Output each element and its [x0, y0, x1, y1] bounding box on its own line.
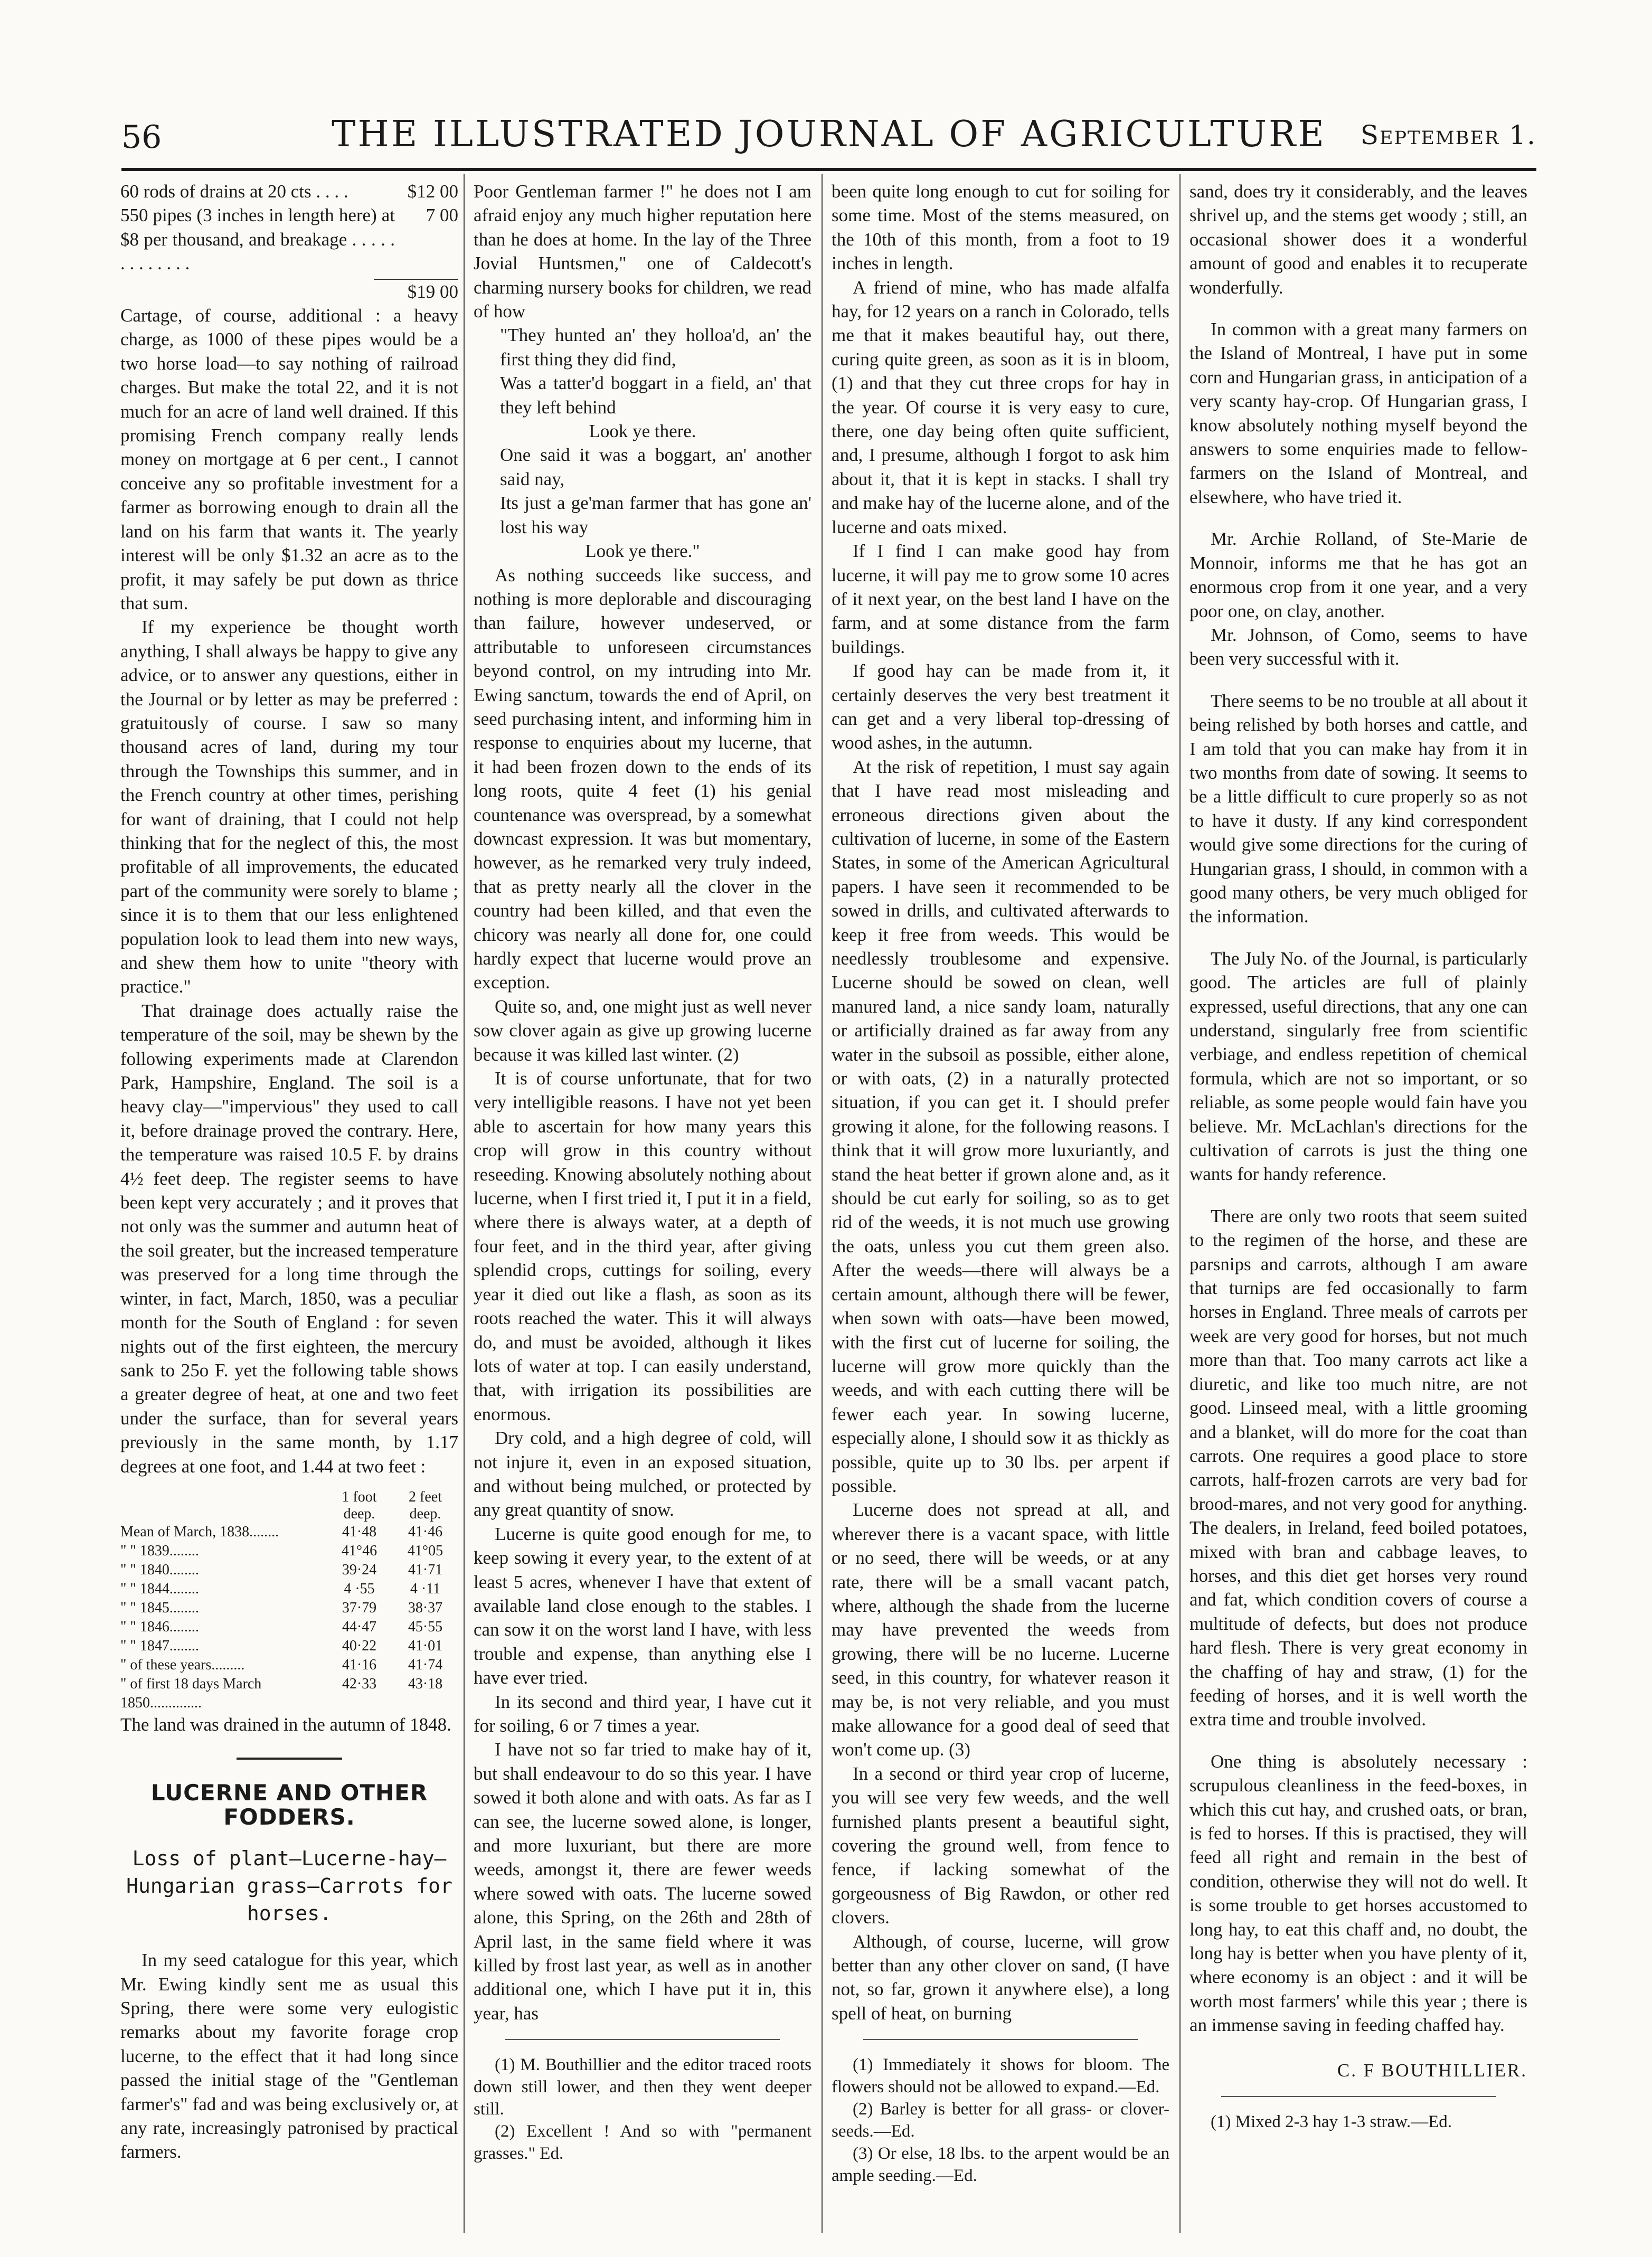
section-divider: [237, 1758, 342, 1760]
column-1: [120, 180, 458, 2217]
paragraph: sand, does try it considerably, and the leaves shrivel up, and the stems get woody ; still, an occasional shower does it a wonderful amount of good and enables it to recuperate wonderfully.: [1190, 181, 1527, 298]
paragraph: If good hay can be made from it, it certainly deserves the very best treatment it can get and a very liberal top-dressing of wood ashes, in the autumn.: [832, 660, 1169, 753]
footnote-rule: [863, 2039, 1138, 2040]
paragraph: There are only two roots that seem suited to the regimen of the horse, and these are parsnips and carrots, although I am aware that turnips are fed occasionally to farm horses in England. Three meals of carrots per week are very good for horses, but not much more than that. Too many carrots act like a diuretic, and like too much nitre, are not good. Linseed meal, with a little grooming and a blanket, will do more for the coat than carrots. One requires a good place to store carrots, half-frozen carrots are very bad for brood-mares, and not very good for anything. The dealers, in Ireland, feed boiled potatoes, mixed with bran and cabbage leaves, to horses, and this diet get horses very round and fat, which condition covers of course a multitude of defects, but does not produce hard flesh. There is very great economy in the chaffing of hay and straw, (1) for the feeding of horses, and it is well worth the extra time and trouble involved.: [1190, 1205, 1527, 1730]
footnote: (2) Barley is better for all grass- or clover-seeds.—Ed.: [832, 2100, 1169, 2141]
cost-total: $19 00: [374, 279, 458, 304]
paragraph: Poor Gentleman farmer !" he does not I am afraid enjoy any much higher reputation here than he does at home. In the lay of the Three Jovial Huntsmen," one of Caldecott's charming nursery books for children, we read of how: [474, 181, 811, 322]
column-rule: [822, 174, 823, 2233]
paragraph: There seems to be no trouble at all about it being relished by both horses and cattle, and I am told that you can make hay from it in two months from date of sowing. It seems to be a little difficult to cure properly so as not to have it dusty. If any kind correspondent would give some directions for the curing of Hungarian grass, I should, in common with a good many others, be very much obliged for the information.: [1190, 690, 1527, 927]
verse-line: One said it was a boggart, an' another said nay,: [500, 445, 811, 489]
footnote: (3) Or else, 18 lbs. to the arpent would be an ample seeding.—Ed.: [832, 2144, 1169, 2186]
paragraph: That drainage does actually raise the temperature of the soil, may be shewn by the following experiments made at Clarendon Park, Hampshire, England. The soil is a heavy clay—"impervious" they used to call it, before drainage proved the contrary. Here, the temperature was raised 10.5 F. by drains 4½ feet deep. The register seems to have been kept very accurately ; and it proves that not only was the summer and autumn heat of the soil greater, but the increased temperature was preserved for a long time through the winter, in fact, March, 1850, was a peculiar month for the South of England : for seven nights out of the first eighteen, the mercury sank to 25o F. yet the following table shows a greater degree of heat, at one and two feet under the surface, than for several years previously in the same month, by 1.17 degrees at one foot, and 1.44 at two feet :: [120, 1000, 458, 1477]
verse-line: Was a tatter'd boggart in a field, an' that they left behind: [500, 373, 811, 418]
paragraph: Mr. Johnson, of Como, seems to have been very successful with it.: [1190, 624, 1527, 669]
paragraph: In my seed catalogue for this year, which Mr. Ewing kindly sent me as usual this Spring, there were some very eulogistic remarks about my favorite forage crop lucerne, to the effect that it had long since passed the initial stage of the "Gentleman farmer's" fad and was being exclusively or, at any rate, increasingly patronised by practical farmers.: [120, 1950, 458, 2162]
paragraph: been quite long enough to cut for soiling for some time. Most of the stems measured, on the 10th of this month, from a foot to 19 inches in length.: [832, 181, 1169, 274]
paragraph: In a second or third year crop of lucerne, you will see very few weeds, and the well furnished plants present a beautiful sight, covering the ground well, from fence to fence, if lacking somewhat of the gorgeousness of Big Rawdon, or other red clovers.: [832, 1763, 1169, 1928]
paragraph: One thing is absolutely necessary : scrupulous cleanliness in the feed-boxes, in which this cut hay, and crushed oats, or bran, is fed to horses. If this is practised, they will feed all right and remain in the best of condition, otherwise they will not do well. It is some trouble to get horses accustomed to long hay, to eat this chaff and, no doubt, the long hay is better when you have plenty of it, where economy is an object : and it will be worth most farmers' while this year ; there is an immense saving in feeding chaffed hay.: [1190, 1751, 1527, 2036]
page-header: [121, 114, 1536, 161]
footnote: (1) Mixed 2-3 hay 1-3 straw.—Ed.: [1211, 2112, 1452, 2132]
page-number: 56: [121, 119, 162, 156]
column-3: [832, 180, 1169, 2217]
column-rule: [1179, 174, 1181, 2233]
paragraph: The July No. of the Journal, is particularly good. The articles are full of plainly expressed, useful directions, that any one can understand, singularly free from scientific verbiage, and endless repetition of chemical formula, which are not so important, or so reliable, as some people would fain have you believe. Mr. McLachlan's directions for the cultivation of carrots is just the thing one wants for handy reference.: [1190, 948, 1527, 1185]
author-signature: C. F BOUTHILLIER.: [1337, 2060, 1527, 2081]
table-row: " " 1845........ 37·79 38·37: [120, 1599, 443, 1616]
footnote: (1) Immediately it shows for bloom. The flowers should not be allowed to expand.—Ed.: [832, 2055, 1169, 2097]
paragraph: Lucerne is quite good enough for me, to keep sowing it every year, to the extent of at least 5 acres, whenever I have that extent of available land close enough to the stables. I can sow it on the worst land I have, with less trouble and expense, than anything else I have ever tried.: [474, 1523, 811, 1688]
table-row: " " 1847........ 40·22 41·01: [120, 1637, 443, 1654]
issue-date: September 1.: [1360, 120, 1536, 150]
header-rule: [121, 168, 1536, 171]
paragraph: In common with a great many farmers on the Island of Montreal, I have put in some corn and Hungarian grass, in anticipation of a very scanty hay-crop. Of Hungarian grass, I know absolutely nothing myself beyond the answers to some enquiries made to fellow-farmers on the Island of Montreal, and elsewhere, who have tried it.: [1190, 319, 1527, 507]
paragraph: The land was drained in the autumn of 1848.: [120, 1714, 451, 1735]
footnote: (2) Excellent ! And so with "permanent grasses." Ed.: [474, 2122, 811, 2164]
paragraph: If I find I can make good hay from lucerne, it will pay me to grow some 10 acres of it next year, on the best land I have on the farm, and at some distance from the farm buildings.: [832, 541, 1169, 657]
verse-line: "They hunted an' they holloa'd, an' the first thing they did find,: [500, 325, 811, 370]
verse-line: Its just a ge'man farmer that has gone an' lost his way: [500, 493, 811, 537]
journal-title: THE ILLUSTRATED JOURNAL OF AGRICULTURE: [332, 114, 1326, 155]
temperature-table-header: 1 foot deep. 2 feet deep.: [342, 1488, 442, 1522]
paragraph: Mr. Archie Rolland, of Ste-Marie de Monnoir, informs me that he has got an enormous crop from it one year, and a very poor one, on clay, another.: [1190, 528, 1527, 621]
column-2: [474, 180, 811, 2217]
cost-line: 550 pipes (3 inches in length here) at $8 per thousand, and breakage . . . . . . . . . . . . . 7 00: [120, 205, 458, 274]
footnote: (1) M. Bouthillier and the editor traced roots down still lower, and then they went deeper still.: [474, 2055, 811, 2119]
table-row: " " 1846........ 44·47 45·55: [120, 1618, 443, 1635]
verse-line: Look ye there.: [589, 421, 696, 442]
paragraph: It is of course unfortunate, that for two very intelligible reasons. I have not yet been able to ascertain for how many years this crop will grow in this country without reseeding. Knowing absolutely nothing about lucerne, when I first tried it, I put it in a field, where there is always water, at a depth of four feet, and in the third year, after giving splendid crops, cuttings for soiling, every year it died out like a flash, as soon as its roots reached the water. This it will always do, and must be avoided, although it likes lots of water at top. I can easily understand, that, with irrigation its possibilities are enormous.: [474, 1068, 811, 1424]
section-subtitle: Loss of plant—Lucerne-hay—Hungarian grass—Carrots for horses.: [126, 1847, 452, 1925]
paragraph: Dry cold, and a high degree of cold, will not injure it, even in an exposed situation, and without being mulched, or protected by any great quantity of snow.: [474, 1428, 811, 1521]
paragraph: I have not so far tried to make hay of it, but shall endeavour to do so this year. I have sowed it both alone and with oats. As far as I can see, the lucerne sowed alone, is longer, and more luxuriant, but there are more weeds, amongst it, there are fewer weeds where sowed with oats. The lucerne sowed alone, this Spring, on the 26th and 28th of April last, in the same field where it was killed by frost last year, as well as in another additional one, which I have put it in, this year, has: [474, 1739, 811, 2024]
paragraph: In its second and third year, I have cut it for soiling, 6 or 7 times a year.: [474, 1691, 811, 1736]
table-row: " " 1839........ 41°46 41°05: [120, 1542, 443, 1559]
table-row: " of these years......... 41·16 41·74: [120, 1656, 443, 1673]
paragraph: As nothing succeeds like success, and nothing is more deplorable and discouraging than failure, however undeserved, or attributable to unforeseen circumstances beyond control, on my intruding into Mr. Ewing sanctum, towards the end of April, on seed purchasing intent, and informing him in response to enquiries about my lucerne, that it had been frozen down to the ends of its long roots, quite 4 feet (1) his genial countenance was overspread, by a somewhat downcast expression. It was but momentary, however, as he remarked very truly indeed, that as pretty nearly all the clover in the country had been killed, and that even the chicory was nearly all done for, one could hardly expect that lucerne would prove an exception.: [474, 564, 811, 993]
paragraph: If my experience be thought worth anything, I shall always be happy to give any advice, or to answer any questions, either in the Journal or by letter as may be preferred : gratuitously of course. I saw so many thousand acres of land, during my tour through the Townships this summer, and in the French country at other times, perishing for want of draining, that I could not help thinking that for the neglect of this, the most profitable of all improvements, the educated part of the community were sorely to blame ; since it is to them that our less enlightened population look to lead them into new ways, and shew them how to unite "theory with practice.": [120, 617, 458, 997]
paragraph: Lucerne does not spread at all, and wherever there is a vacant space, with little or no seed, there will be weeds, or at any rate, there will be a small vacant patch, where, although the shade from the lucerne may have prevented the weeds from growing, there will be no lucerne. Lucerne seed, in this country, for whatever reason it may be, is not very reliable, and you must make allowance for a good deal of seed that won't come up. (3): [832, 1499, 1169, 1760]
footnote-rule: [1221, 2096, 1496, 2097]
cost-line: 60 rods of drains at 20 cts . . . . $12 00: [120, 181, 458, 202]
column-4: [1190, 180, 1527, 2217]
verse-line: Look ye there.": [585, 541, 700, 562]
footnote-rule: [505, 2039, 780, 2040]
column-rule: [464, 174, 465, 2233]
paragraph: Although, of course, lucerne, will grow better than any other clover on sand, (I have not, so far, grown it anywhere else), a long spell of heat, on burning: [832, 1931, 1169, 2024]
table-row: " " 1844........ 4 ·55 4 ·11: [120, 1580, 441, 1597]
paragraph: Quite so, and, one might just as well never sow clover again as give up growing lucerne because it was killed last winter. (2): [474, 996, 811, 1065]
paragraph: A friend of mine, who has made alfalfa hay, for 12 years on a ranch in Colorado, tells me that it makes beautiful hay, out there, curing quite green, as soon as it is in bloom, (1) and that they cut three crops for hay in the year. Of course it is very easy to cure, there, one day being often quite sufficient, and, I presume, although I forgot to ask him about it, that it is kept in stacks. I shall try and make hay of the lucerne alone, and of the lucerne and oats mixed.: [832, 277, 1169, 537]
section-title: LUCERNE AND OTHER FODDERS.: [150, 1780, 428, 1830]
table-row: Mean of March, 1838........ 41·48 41·46: [120, 1523, 443, 1540]
paragraph: At the risk of repetition, I must say again that I have read most misleading and erroneous directions given about the cultivation of lucerne, in some of the Eastern States, in some of the American Agricultural papers. I have seen it recommended to be sowed in drills, and cultivated afterwards to keep it free from weeds. This would be needlessly troublesome and expensive. Lucerne should be sowed on clean, well manured land, a nice sandy loam, naturally or artificially drained as far away from any water in the subsoil as possible, either alone, or with oats, (2) in a naturally protected situation, if you can get it. I should prefer growing it alone, for the following reasons. I think that it will grow more luxuriantly, and stand the heat better if grown alone and, as it should be cut early for soiling, so as to get rid of the weeds, it is not much use growing the oats, unless you cut them green also. After the weeds—there will always be a certain amount, although there will be fewer, when sown with oats—have been mowed, with the first cut of lucerne for soiling, the lucerne will grow more quickly than the weeds, and with each cutting there will be fewer each year. In sowing lucerne, especially alone, I should sow it as thickly as possible, quite up to 30 lbs. per arpent if possible.: [832, 756, 1169, 1496]
paragraph: Cartage, of course, additional : a heavy charge, as 1000 of these pipes would be a two horse load—to say nothing of railroad charges. But make the total 22, and it is not much for an acre of land well drained. If this promising French company really lends money on mortgage at 6 per cent., I cannot conceive any so profitable investment for a farmer as borrowing enough to drain all the land on his farm that wants it. The yearly interest will be only $1.32 an acre as to the profit, it may safely be put down as thrice that sum.: [120, 305, 458, 613]
table-row: " " 1840........ 39·24 41·71: [120, 1561, 443, 1578]
table-row: " of first 18 days March 1850.............. 42·33 43·18: [120, 1675, 443, 1711]
